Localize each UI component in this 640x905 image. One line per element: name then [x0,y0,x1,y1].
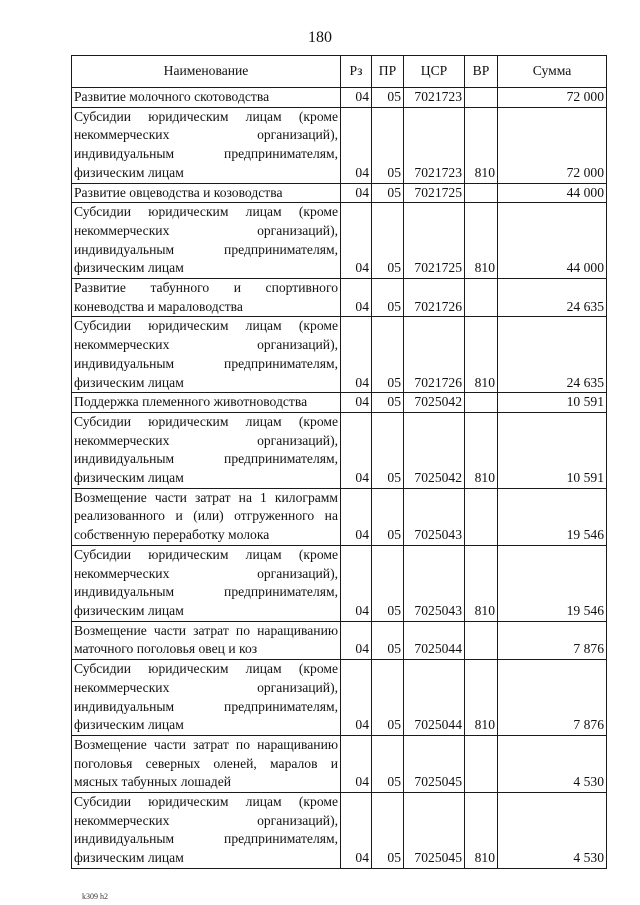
cell-csr: 7021726 [404,279,465,317]
cell-name: Субсидии юридическим лицам (кроме некоммерческих организаций), индивидуальным предпринимателям, физическим лицам [72,412,341,488]
cell-csr: 7021723 [404,107,465,183]
header-pr: ПР [372,56,404,88]
cell-pr: 05 [372,545,404,621]
cell-vr [465,488,498,545]
header-rz: Рз [341,56,372,88]
cell-rz: 04 [341,107,372,183]
cell-sum: 10 591 [498,393,607,413]
cell-csr: 7025044 [404,621,465,659]
cell-vr: 810 [465,412,498,488]
cell-csr: 7025043 [404,488,465,545]
cell-vr: 810 [465,107,498,183]
table-body [72,88,607,869]
cell-pr: 05 [372,621,404,659]
table-row [72,107,607,183]
cell-csr: 7025043 [404,545,465,621]
table-row [72,660,607,736]
cell-rz: 04 [341,660,372,736]
budget-table [71,55,607,869]
cell-vr [465,88,498,108]
cell-sum: 4 530 [498,735,607,792]
cell-name: Развитие молочного скотоводства [72,88,341,108]
cell-name: Субсидии юридическим лицам (кроме некоммерческих организаций), индивидуальным предпринимателям, физическим лицам [72,203,341,279]
table-row [72,412,607,488]
table-row [72,393,607,413]
cell-rz: 04 [341,793,372,869]
cell-name: Развитие овцеводства и козоводства [72,183,341,203]
cell-vr: 810 [465,203,498,279]
cell-sum: 24 635 [498,317,607,393]
cell-rz: 04 [341,621,372,659]
cell-csr: 7021725 [404,183,465,203]
table-row [72,793,607,869]
cell-rz: 04 [341,393,372,413]
cell-pr: 05 [372,107,404,183]
cell-rz: 04 [341,412,372,488]
cell-pr: 05 [372,317,404,393]
cell-name: Субсидии юридическим лицам (кроме некоммерческих организаций), индивидуальным предпринимателям, физическим лицам [72,660,341,736]
cell-name: Развитие табунного и спортивного коневодства и мараловодства [72,279,341,317]
cell-sum: 44 000 [498,183,607,203]
cell-pr: 05 [372,735,404,792]
table-header-row [72,56,607,88]
footer-code: k309 h2 [82,892,108,901]
cell-sum: 72 000 [498,107,607,183]
cell-rz: 04 [341,317,372,393]
table-row [72,545,607,621]
cell-vr [465,183,498,203]
cell-rz: 04 [341,545,372,621]
table-row [72,183,607,203]
cell-sum: 7 876 [498,660,607,736]
cell-vr: 810 [465,545,498,621]
cell-name: Субсидии юридическим лицам (кроме некоммерческих организаций), индивидуальным предпринимателям, физическим лицам [72,317,341,393]
cell-csr: 7025042 [404,412,465,488]
cell-pr: 05 [372,660,404,736]
table-row [72,621,607,659]
table-row [72,279,607,317]
header-csr: ЦСР [404,56,465,88]
cell-sum: 19 546 [498,488,607,545]
cell-rz: 04 [341,183,372,203]
cell-rz: 04 [341,88,372,108]
table-row [72,735,607,792]
cell-vr [465,621,498,659]
table-row [72,88,607,108]
cell-pr: 05 [372,793,404,869]
cell-name: Возмещение части затрат по наращиванию поголовья северных оленей, маралов и мясных табунных лошадей [72,735,341,792]
cell-name: Субсидии юридическим лицам (кроме некоммерческих организаций), индивидуальным предпринимателям, физическим лицам [72,793,341,869]
cell-sum: 24 635 [498,279,607,317]
cell-sum: 44 000 [498,203,607,279]
cell-vr [465,393,498,413]
cell-pr: 05 [372,393,404,413]
header-name: Наименование [72,56,341,88]
cell-csr: 7021725 [404,203,465,279]
cell-pr: 05 [372,412,404,488]
cell-pr: 05 [372,88,404,108]
cell-name: Субсидии юридическим лицам (кроме некоммерческих организаций), индивидуальным предпринимателям, физическим лицам [72,107,341,183]
cell-vr: 810 [465,793,498,869]
cell-rz: 04 [341,735,372,792]
cell-csr: 7021723 [404,88,465,108]
page-number: 180 [308,29,332,46]
cell-csr: 7025044 [404,660,465,736]
cell-pr: 05 [372,183,404,203]
table-row [72,317,607,393]
cell-vr: 810 [465,660,498,736]
table-row [72,203,607,279]
cell-vr [465,279,498,317]
cell-csr: 7025042 [404,393,465,413]
cell-rz: 04 [341,488,372,545]
header-sum: Сумма [498,56,607,88]
cell-sum: 4 530 [498,793,607,869]
cell-csr: 7021726 [404,317,465,393]
cell-rz: 04 [341,203,372,279]
cell-name: Поддержка племенного животноводства [72,393,341,413]
cell-name: Возмещение части затрат по наращиванию маточного поголовья овец и коз [72,621,341,659]
table-row [72,488,607,545]
cell-sum: 10 591 [498,412,607,488]
cell-sum: 19 546 [498,545,607,621]
cell-csr: 7025045 [404,793,465,869]
cell-csr: 7025045 [404,735,465,792]
cell-name: Возмещение части затрат на 1 килограмм реализованного и (или) отгруженного на собственную переработку молока [72,488,341,545]
cell-pr: 05 [372,488,404,545]
cell-vr: 810 [465,317,498,393]
header-vr: ВР [465,56,498,88]
cell-name: Субсидии юридическим лицам (кроме некоммерческих организаций), индивидуальным предпринимателям, физическим лицам [72,545,341,621]
cell-sum: 7 876 [498,621,607,659]
cell-vr [465,735,498,792]
cell-sum: 72 000 [498,88,607,108]
cell-pr: 05 [372,279,404,317]
cell-rz: 04 [341,279,372,317]
cell-pr: 05 [372,203,404,279]
